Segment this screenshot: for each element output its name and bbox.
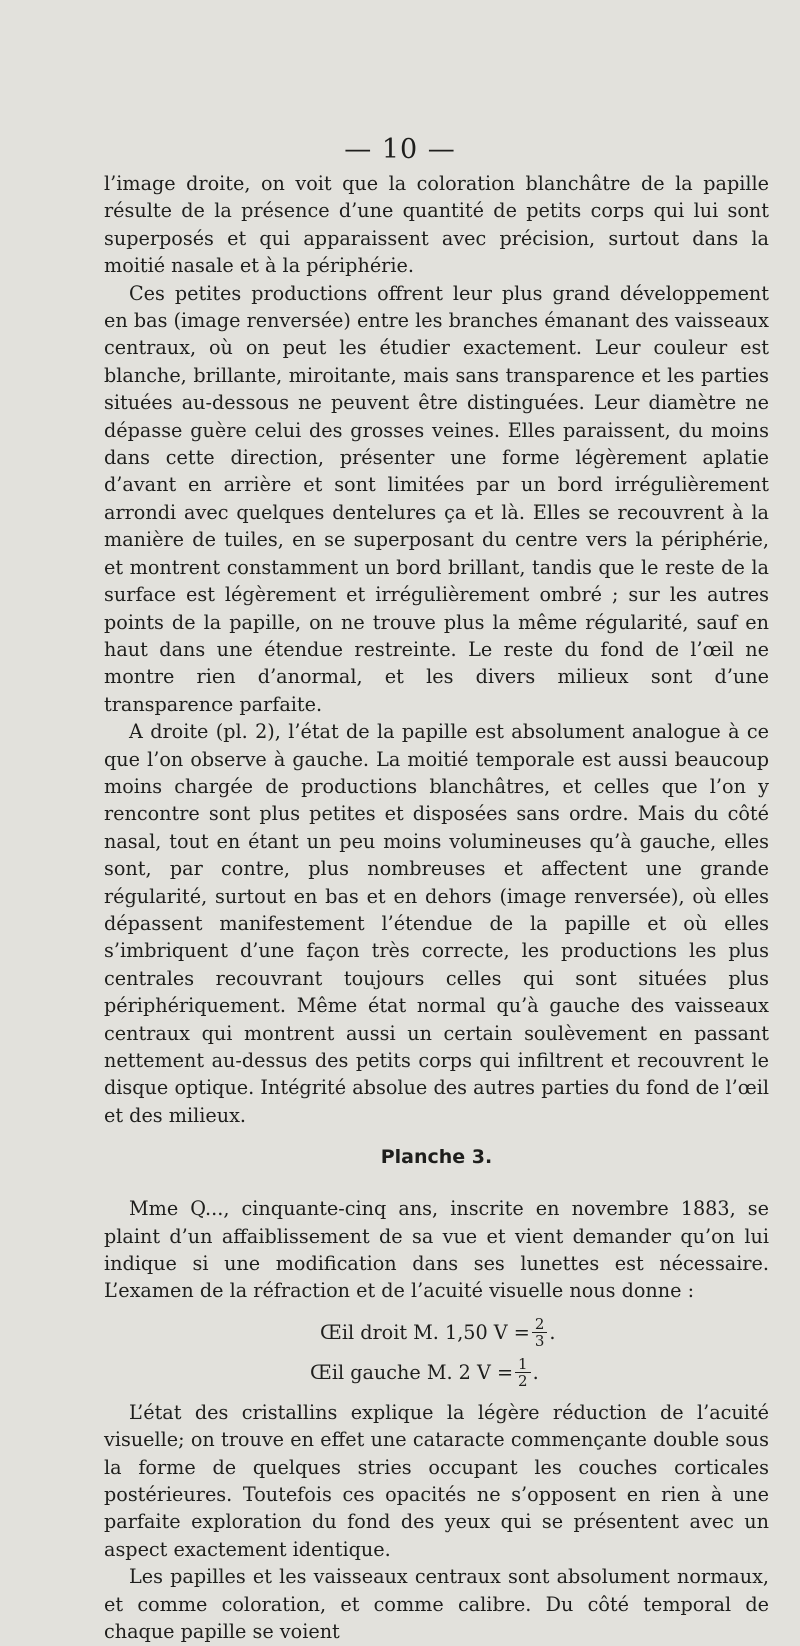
formula-left-eye [104, 1353, 769, 1393]
fraction [515, 1356, 531, 1389]
paragraph: L’état des cristallins explique la légère réduction de l’acuité visuelle; on trouve en effet une cataracte commençante double sous la forme de quelques stries occupant les couches corticales postérieures. Toutefois ces opacités ne s’opposent en rien à une parfaite exploration du fond des yeux qui se présentent avec un aspect exactement identique. [104, 1400, 769, 1561]
acuity-formulas [104, 1313, 769, 1393]
formula-label: Œil droit M. 1,50 V = [320, 1321, 530, 1345]
paragraph: Ces petites productions offrent leur plus grand développement en bas (image renversée) entre les branches émanant des vaisseaux centraux, où on peut les étudier exactement. Leur couleur est blanche, brillante, miroitante, mais sans transparence et les parties situées au-dessous ne peuvent être distinguées. Leur diamètre ne dépasse guère celui des grosses veines. Elles paraissent, du moins dans cette direction, présenter une forme légèrement aplatie d’avant en arrière et sont limitées par un bord irrégulièrement arrondi avec quelques dentelures ça et là. Elles se recouvrent à la manière de tuiles, en se superposant du centre vers la périphérie, et montrent constamment un bord brillant, tandis que le reste de la surface est légèrement et irrégulièrement ombré ; sur les autres points de la papille, on ne trouve plus la même régularité, sauf en haut dans une étendue restreinte. Le reste du fond de l’œil ne montre rien d’anormal, et les divers milieux sont d’une transparence parfaite. [104, 281, 769, 716]
formula-label: Œil gauche M. 2 V = [310, 1361, 514, 1385]
fraction-numerator: 2 [532, 1316, 548, 1333]
paragraph: l’image droite, on voit que la coloration blanchâtre de la papille résulte de la présence d’une quantité de petits corps qui lui sont superposés et qui apparaissent avec précision, surtout dans la moitié nasale et à la périphérie. [104, 172, 769, 278]
page-body [104, 170, 769, 1646]
formula-right-eye [104, 1313, 769, 1353]
fraction-numerator: 1 [515, 1356, 531, 1373]
paragraph: Les papilles et les vaisseaux centraux sont absolument normaux, et comme coloration, et comme calibre. Du côté temporal de chaque papille se voient [104, 1565, 769, 1644]
paragraph: A droite (pl. 2), l’état de la papille est absolument analogue à ce que l’on observe à gauche. La moitié temporale est aussi beaucoup moins chargée de productions blanchâtres, et celles que l’on y rencontre sont plus petites et disposées sans ordre. Mais du côté nasal, tout en étant un peu moins volumineuses qu’à gauche, elles sont, par contre, plus nombreuses et affectent une grande régularité, surtout en bas et en dehors (image renversée), où elles dépassent manifestement l’étendue de la papille et où elles s’imbriquent d’une façon très correcte, les productions les plus centrales recouvrant toujours celles qui sont situées plus périphériquement. Même état normal qu’à gauche des vaisseaux centraux qui montrent aussi un certain soulèvement en passant nettement au-dessus des petits corps qui infiltrent et recouvrent le disque optique. Intégrité absolue des autres parties du fond de l’œil et des milieux. [104, 720, 769, 1127]
fraction-denominator: 3 [534, 1332, 545, 1351]
page-number: — 10 — [344, 134, 456, 165]
section-heading: Planche 3. [380, 1146, 493, 1169]
paragraph: Mme Q..., cinquante-cinq ans, inscrite en novembre 1883, se plaint d’un affaiblissement de sa vue et vient demander qu’on lui indique si une modification dans ses lunettes est nécessaire. L’examen de la réfraction et de l’acuité visuelle nous donne : [104, 1197, 769, 1303]
fraction-denominator: 2 [518, 1372, 528, 1391]
formula-end: . [549, 1321, 556, 1345]
fraction [532, 1316, 548, 1349]
formula-end: . [532, 1361, 539, 1385]
